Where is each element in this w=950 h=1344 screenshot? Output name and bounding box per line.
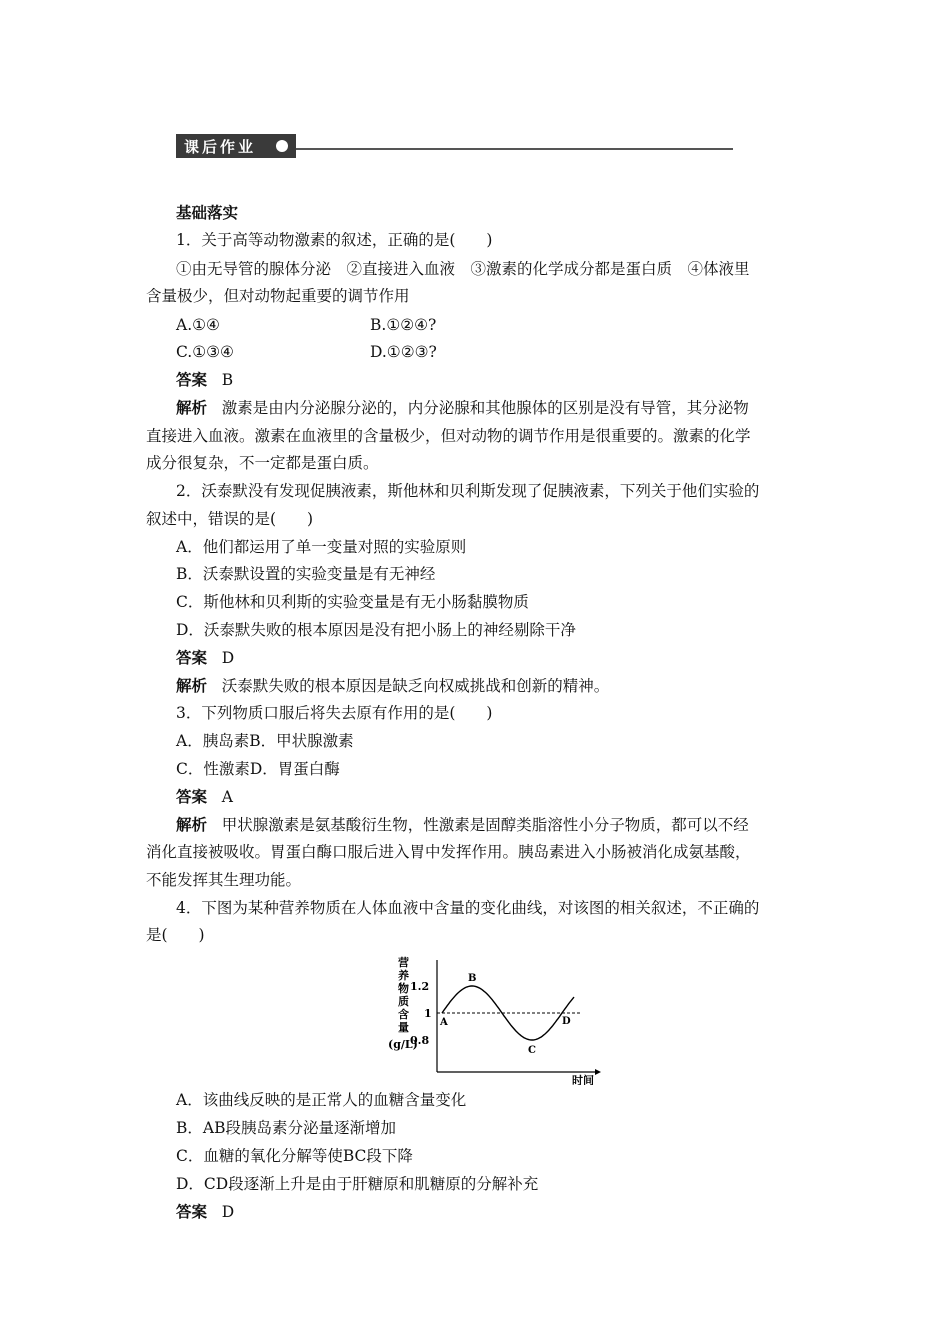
x-axis-label: 时间 xyxy=(572,1074,594,1085)
y-axis-label-char: 质 xyxy=(398,995,409,1008)
y-axis-label-char: 物 xyxy=(398,982,409,995)
q1-analysis xyxy=(176,398,749,418)
q4-option-b: B．AB段胰岛素分泌量逐渐增加 xyxy=(176,1119,396,1137)
point-label-a: A xyxy=(440,1017,448,1028)
analysis-label: 解析 xyxy=(176,399,208,417)
q2-analysis-line1: 沃泰默失败的根本原因是缺乏向权威挑战和创新的精神。 xyxy=(221,677,610,695)
q1-option-a: A.①④ xyxy=(176,316,220,334)
y-axis-label xyxy=(398,955,409,1034)
header-title: 课后作业 xyxy=(176,134,296,158)
y-tick-label: 1 xyxy=(424,1007,432,1020)
x-axis-arrow-icon xyxy=(595,1069,601,1075)
q1-analysis-line3: 成分很复杂，不一定都是蛋白质。 xyxy=(146,454,379,472)
point-label-c: C xyxy=(528,1045,536,1056)
answer-label: 答案 xyxy=(176,1203,208,1221)
y-tick-labels xyxy=(410,980,432,1047)
q2-answer xyxy=(176,648,234,668)
point-labels xyxy=(439,973,571,1056)
q1-items-line1: ①由无导管的腺体分泌 ②直接进入血液 ③激素的化学成分都是蛋白质 ④体液里 xyxy=(176,260,750,278)
q1-stem: 1．关于高等动物激素的叙述，正确的是( ) xyxy=(176,231,493,249)
header-rule xyxy=(296,148,733,150)
q4-answer xyxy=(176,1202,234,1222)
y-axis-label-char: 含 xyxy=(398,1008,409,1021)
q2-analysis xyxy=(176,676,609,696)
q2-stem-line1: 2．沃泰默没有发现促胰液素，斯他林和贝利斯发现了促胰液素，下列关于他们实验的 xyxy=(176,482,760,500)
point-label-b: B xyxy=(468,973,477,984)
q3-options-ab: A．胰岛素B．甲状腺激素 xyxy=(176,732,354,750)
answer-label: 答案 xyxy=(176,788,208,806)
q3-stem: 3．下列物质口服后将失去原有作用的是( ) xyxy=(176,704,493,722)
q1-answer-value: B xyxy=(221,371,234,389)
glucose-curve-chart xyxy=(380,950,610,1085)
section-title: 基础落实 xyxy=(176,204,239,222)
analysis-label: 解析 xyxy=(176,816,208,834)
q4-option-c: C．血糖的氧化分解等使BC段下降 xyxy=(176,1147,413,1165)
q3-analysis-line1: 甲状腺激素是氨基酸衍生物，性激素是固醇类脂溶性小分子物质，都可以不经 xyxy=(221,816,749,834)
q1-option-d: D.①②③? xyxy=(370,343,437,361)
q4-option-d: D．CD段逐渐上升是由于肝糖原和肌糖原的分解补充 xyxy=(176,1175,539,1193)
q4-option-a: A．该曲线反映的是正常人的血糖含量变化 xyxy=(176,1091,467,1109)
q3-analysis-line3: 不能发挥其生理功能。 xyxy=(146,871,302,889)
y-axis-label-char: 养 xyxy=(398,969,409,982)
answer-label: 答案 xyxy=(176,649,208,667)
section-header xyxy=(176,134,561,160)
bullet-dot-icon xyxy=(276,140,288,152)
q2-option-b: B．沃泰默设置的实验变量是有无神经 xyxy=(176,565,436,583)
q1-items-line2: 含量极少，但对动物起重要的调节作用 xyxy=(146,287,410,305)
q1-option-c: C.①③④ xyxy=(176,343,234,361)
y-axis-label-char: 量 xyxy=(398,1021,409,1034)
q2-option-a: A．他们都运用了单一变量对照的实验原则 xyxy=(176,538,467,556)
y-axis-label-char: 营 xyxy=(398,956,409,969)
q3-answer-value: A xyxy=(221,788,233,806)
y-tick-label: 1.2 xyxy=(410,980,430,993)
y-tick-label: 0.8 xyxy=(410,1034,430,1047)
q3-analysis xyxy=(176,815,749,835)
point-label-d: D xyxy=(562,1016,571,1027)
q2-option-c: C．斯他林和贝利斯的实验变量是有无小肠黏膜物质 xyxy=(176,593,529,611)
q4-stem-line2: 是( ) xyxy=(146,926,205,944)
q1-analysis-line1: 激素是由内分泌腺分泌的，内分泌腺和其他腺体的区别是没有导管，其分泌物 xyxy=(221,399,749,417)
q3-answer xyxy=(176,787,233,807)
analysis-label: 解析 xyxy=(176,677,208,695)
q4-stem-line1: 4．下图为某种营养物质在人体血液中含量的变化曲线，对该图的相关叙述，不正确的 xyxy=(176,899,760,917)
q3-analysis-line2: 消化直接被吸收。胃蛋白酶口服后进入胃中发挥作用。胰岛素进入小肠被消化成氨基酸， xyxy=(146,843,751,861)
q2-answer-value: D xyxy=(221,649,235,667)
q2-stem-line2: 叙述中，错误的是( ) xyxy=(146,510,314,528)
q1-option-b: B.①②④? xyxy=(370,316,437,334)
q1-answer xyxy=(176,370,233,390)
q4-answer-value: D xyxy=(221,1203,235,1221)
answer-label: 答案 xyxy=(176,371,208,389)
q1-analysis-line2: 直接进入血液。激素在血液里的含量极少，但对动物的调节作用是很重要的。激素的化学 xyxy=(146,427,751,445)
q3-options-cd: C．性激素D．胃蛋白酶 xyxy=(176,760,340,778)
y-axis-unit: (g/L) xyxy=(388,1038,418,1051)
q2-option-d: D．沃泰默失败的根本原因是没有把小肠上的神经剔除干净 xyxy=(176,621,576,639)
